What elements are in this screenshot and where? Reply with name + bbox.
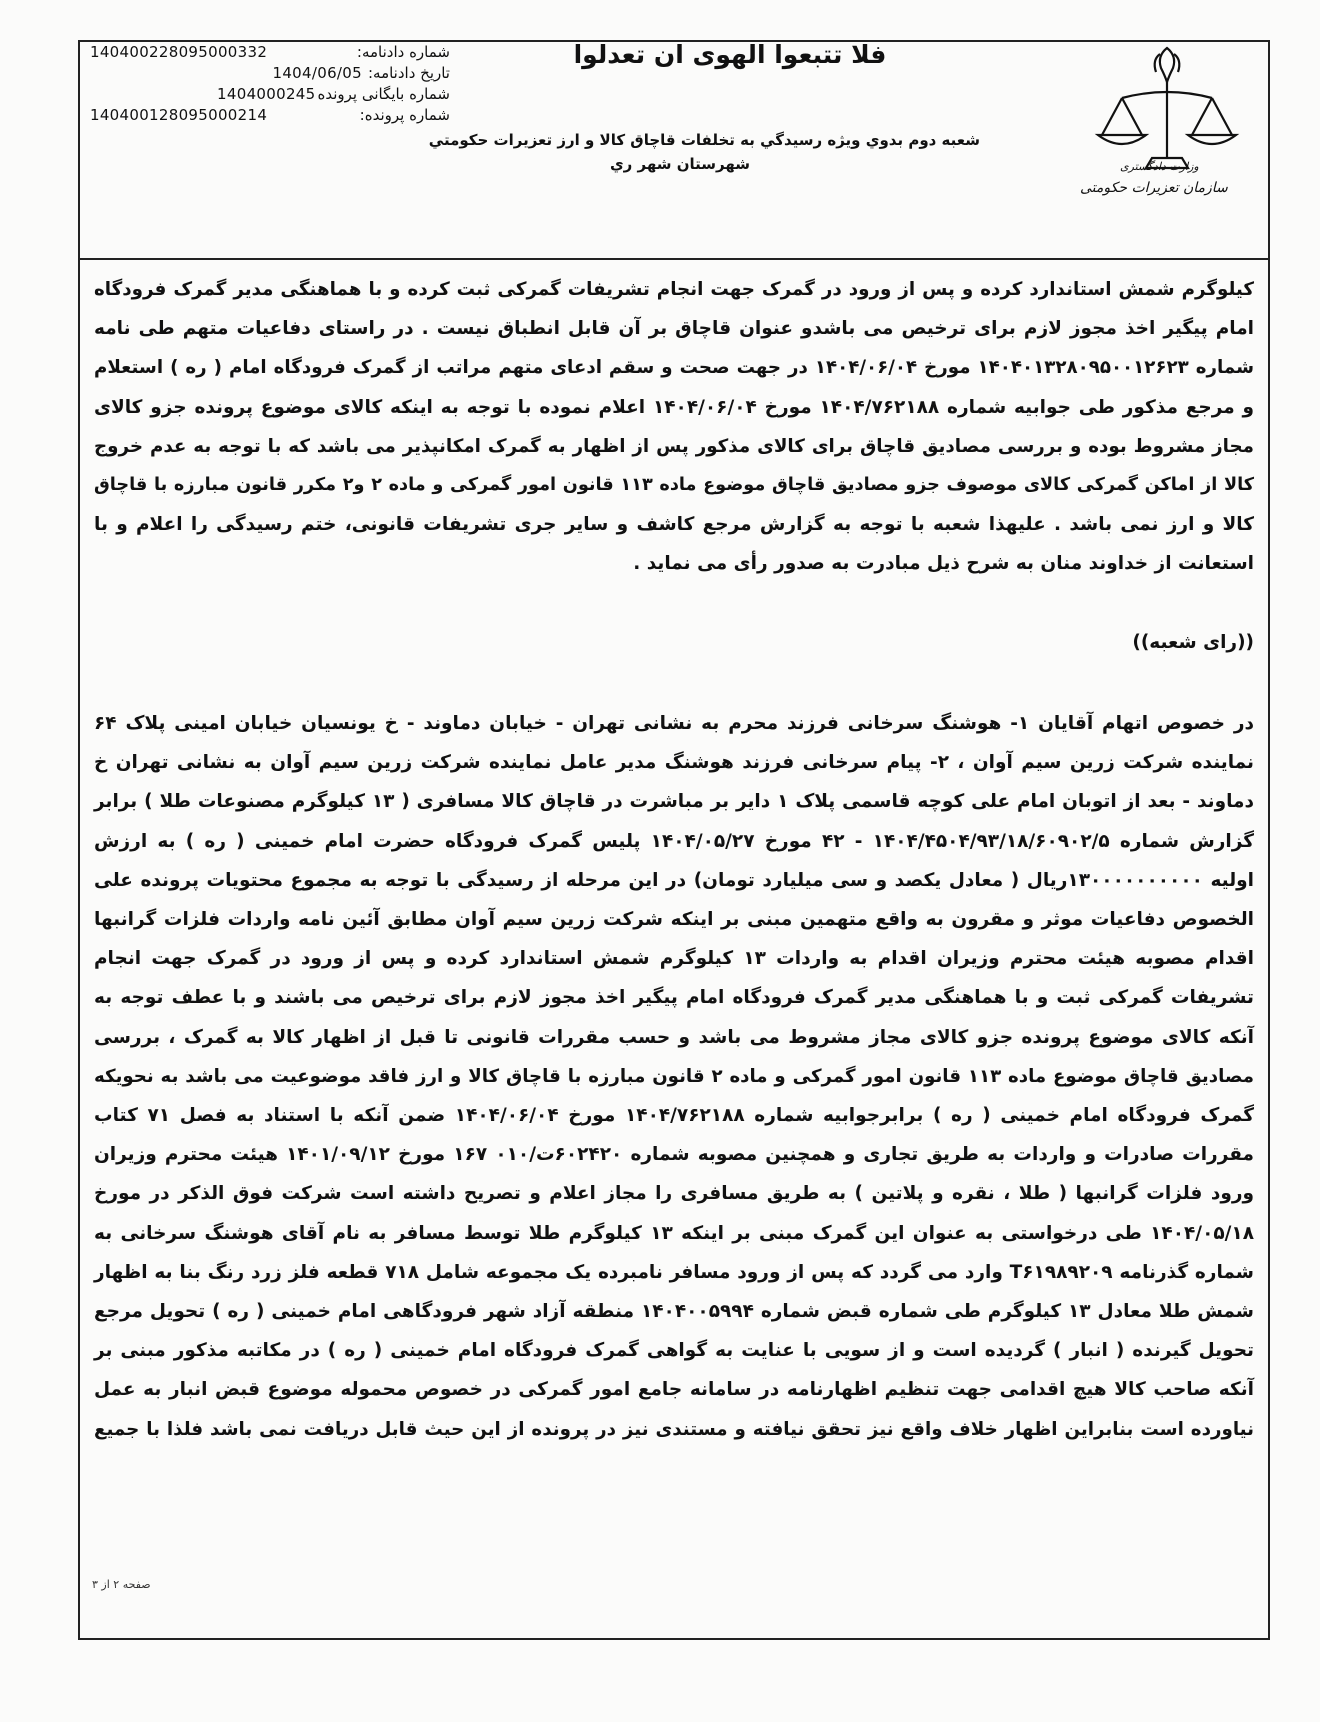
- ministry-label: وزارت دادگستری: [1120, 160, 1199, 173]
- text-line: دماوند - بعد از اتوبان امام علی کوچه قاسمی پلاک ۱ دایر بر مباشرت در قاچاق کالا مسافری ( ۱۳ کیلوگرم مصنوعات طلا ) برابر: [94, 791, 1254, 813]
- meta-row: 140400228095000332 شماره دادنامه:: [90, 43, 450, 61]
- text-line: کالا از اماکن گمرکی کالای موصوف جزو مصادیق قاچاق موضوع ماده ۱۱۳ قانون امور گمرکی و ماده ۲ و۲ مکرر قانون مبارزه با قاچاق: [94, 475, 1254, 496]
- motto-heading: فلا تتبعوا الهوی ان تعدلوا: [573, 40, 887, 69]
- organization-label: سازمان تعزیرات حکومتی: [1080, 180, 1228, 196]
- ruling-heading: ((رای شعبه)): [1132, 632, 1254, 653]
- text-line: شماره ۱۴۰۴۰۱۳۲۸۰۹۵۰۰۱۲۶۲۳ مورخ ۱۴۰۴/۰۶/۰۴ در جهت صحت و سقم ادعای متهم مراتب از گمرک فرودگاه امام ( ره ) استعلام: [94, 357, 1254, 379]
- meta-row: 1404/06/05 تاریخ دادنامه:: [272, 64, 450, 82]
- text-line: نماینده شرکت زرین سیم آوان ، ۲- پیام سرخانی فرزند هوشنگ مدیر عامل نماینده شرکت زرین سیم آوان به نشانی تهران خ: [94, 752, 1254, 774]
- text-line: مصادیق قاچاق موضوع ماده ۱۱۳ قانون امور گمرکی و ماده ۲ قانون مبارزه با قاچاق کالا و ارز فاقد موضوعیت می باشد به نحویکه: [94, 1065, 1255, 1087]
- text-line: و مرجع مذکور طی جوابیه شماره ۱۴۰۴/۷۶۲۱۸۸ مورخ ۱۴۰۴/۰۶/۰۴ اعلام نموده با توجه به اینکه کالای موضوع پرونده جزو کالای: [94, 396, 1254, 418]
- text-line: شمش طلا معادل ۱۳ کیلوگرم طی شماره قبض شماره ۱۴۰۴۰۰۵۹۹۴ منطقه آزاد شهر فرودگاهی امام خمینی ( ره ) تحویل مرجع: [94, 1301, 1254, 1323]
- text-line: گمرک فرودگاه امام خمینی ( ره ) برابرجوابیه شماره ۱۴۰۴/۷۶۲۱۸۸ مورخ ۱۴۰۴/۰۶/۰۴ ضمن آنکه با استناد به فصل ۷۱ کتاب: [94, 1105, 1254, 1127]
- text-line: امام پیگیر اخذ مجوز لازم برای ترخیص می باشدو عنوان قاچاق بر آن قابل انطباق نیست . در راستای دفاعیات متهم طی نامه: [94, 318, 1254, 340]
- text-line: اولیه ۱۳۰۰۰۰۰۰۰۰۰۰ریال ( معادل یکصد و سی میلیارد تومان) در این مرحله از رسیدگی با توجه به مجموع محتویات پرونده علی: [94, 869, 1255, 891]
- text-line: آنکه صاحب کالا هیچ اقدامی جهت تنظیم اظهارنامه در سامانه جامع امور گمرکی در خصوص محموله موضوع قبض انبار به عمل: [94, 1379, 1254, 1401]
- text-line: ورود فلزات گرانبها ( طلا ، نقره و پلاتین ) به طریق مسافری را مجاز اعلام و تصریح داشته است شرکت فوق الذکر در مورخ: [94, 1183, 1254, 1205]
- meta-row: 1404000245 شماره بایگانی پرونده: [217, 85, 450, 103]
- text-line: استعانت از خداوند منان به شرح ذیل مبادرت به صدور رأی می نماید .: [633, 553, 1254, 575]
- text-line: تحویل گیرنده ( انبار ) گردیده است و از سویی با عنایت به گواهی گمرک فرودگاه امام خمینی ( ره ) در مکاتبه مذکور مبنی بر: [94, 1340, 1254, 1362]
- case-metadata: [90, 42, 450, 126]
- text-line: اقدام مصوبه هیئت محترم وزیران اقدام به واردات ۱۳ کیلوگرم شمش استاندارد کرده و پس از ورود در گمرک جهت انجام: [94, 948, 1254, 970]
- text-line: کیلوگرم شمش استاندارد کرده و پس از ورود در گمرک جهت انجام تشریفات گمرکی ثبت کرده و با هماهنگی مدیر گمرک فرودگاه: [94, 279, 1254, 300]
- meta-row: 140400128095000214 شماره پرونده:: [90, 106, 450, 124]
- text-line: کالا و ارز نمی باشد . علیهذا شعبه با توجه به گزارش مرجع کاشف و سایر جری تشریفات قانونی، ختم رسیدگی را اعلام و با: [94, 514, 1254, 536]
- justice-emblem-icon: [1082, 40, 1252, 200]
- text-line: شماره گذرنامه T۶۱۹۸۹۲۰۹ وارد می گردد که پس از ورود مسافر نامبرده یک مجموعه شامل ۷۱۸ قطعه فلز زرد رنگ بنا به اظهار: [94, 1261, 1255, 1283]
- text-line: مجاز مشروط بوده و بررسی مصادیق قاچاق برای کالای مذکور پس از اظهار به گمرک امکانپذیر می باشد که با توجه به عدم خروج: [94, 435, 1254, 457]
- text-line: الخصوص دفاعیات موثر و مقرون به واقع متهمین مبنی بر اینکه شرکت زرین سیم آوان مطابق آئین نامه واردات فلزات گرانبها: [94, 909, 1254, 931]
- text-line: تشریفات گمرکی ثبت و با هماهنگی مدیر گمرک فرودگاه امام پیگیر اخذ مجوز لازم برای ترخیص می باشند و با عطف توجه به: [94, 987, 1254, 1009]
- text-line: گزارش شماره ۱۴۰۴/۴۵۰۴/۹۳/۱۸/۶۰۹۰۲/۵ - ۴۲ مورخ ۱۴۰۴/۰۵/۲۷ پلیس گمرک فرودگاه حضرت امام خمینی ( ره ) به ارزش: [94, 830, 1254, 852]
- header-divider: [78, 258, 1270, 260]
- page-number: صفحه ۲ از ۳: [92, 1578, 151, 1591]
- paragraph-defense: [94, 270, 1254, 584]
- text-line: ۱۴۰۴/۰۵/۱۸ طی درخواستی به عنوان این گمرک مبنی بر اینکه ۱۳ کیلوگرم طلا توسط مسافر به نام آقای هوشنگ سرخانی به: [94, 1222, 1254, 1244]
- branch-title: شعبه دوم بدوي ويژه رسيدگي به تخلفات قاچاق كالا و ارز تعزيرات حكومتي شهرستان شهر ري: [428, 131, 980, 173]
- text-line: آنکه کالای موضوع پرونده جزو کالای مجاز مشروط می باشد و حسب مقررات قانونی تا قبل از اظهار کالا به گمرک ، بررسی: [94, 1026, 1254, 1048]
- text-line: مقررات صادرات و واردات به طریق تجاری و همچنین مصوبه شماره ۶۰۲۴۲۰ت/۰۱۰ ۱۶۷ مورخ ۱۴۰۱/۰۹/۱۲ هیئت محترم وزیران: [94, 1144, 1254, 1166]
- paragraph-ruling: [94, 704, 1254, 1449]
- text-line: در خصوص اتهام آقایان ۱- هوشنگ سرخانی فرزند محرم به نشانی تهران - خیابان دماوند - خ یونسیان خیابان امینی پلاک ۶۴: [94, 713, 1255, 734]
- text-line: نیاورده است بنابراین اظهار خلاف واقع نیز تحقق نیافته و مستندی نیز در پرونده از این حیث قابل دریافت نمی باشد فلذا با جمیع: [94, 1418, 1254, 1440]
